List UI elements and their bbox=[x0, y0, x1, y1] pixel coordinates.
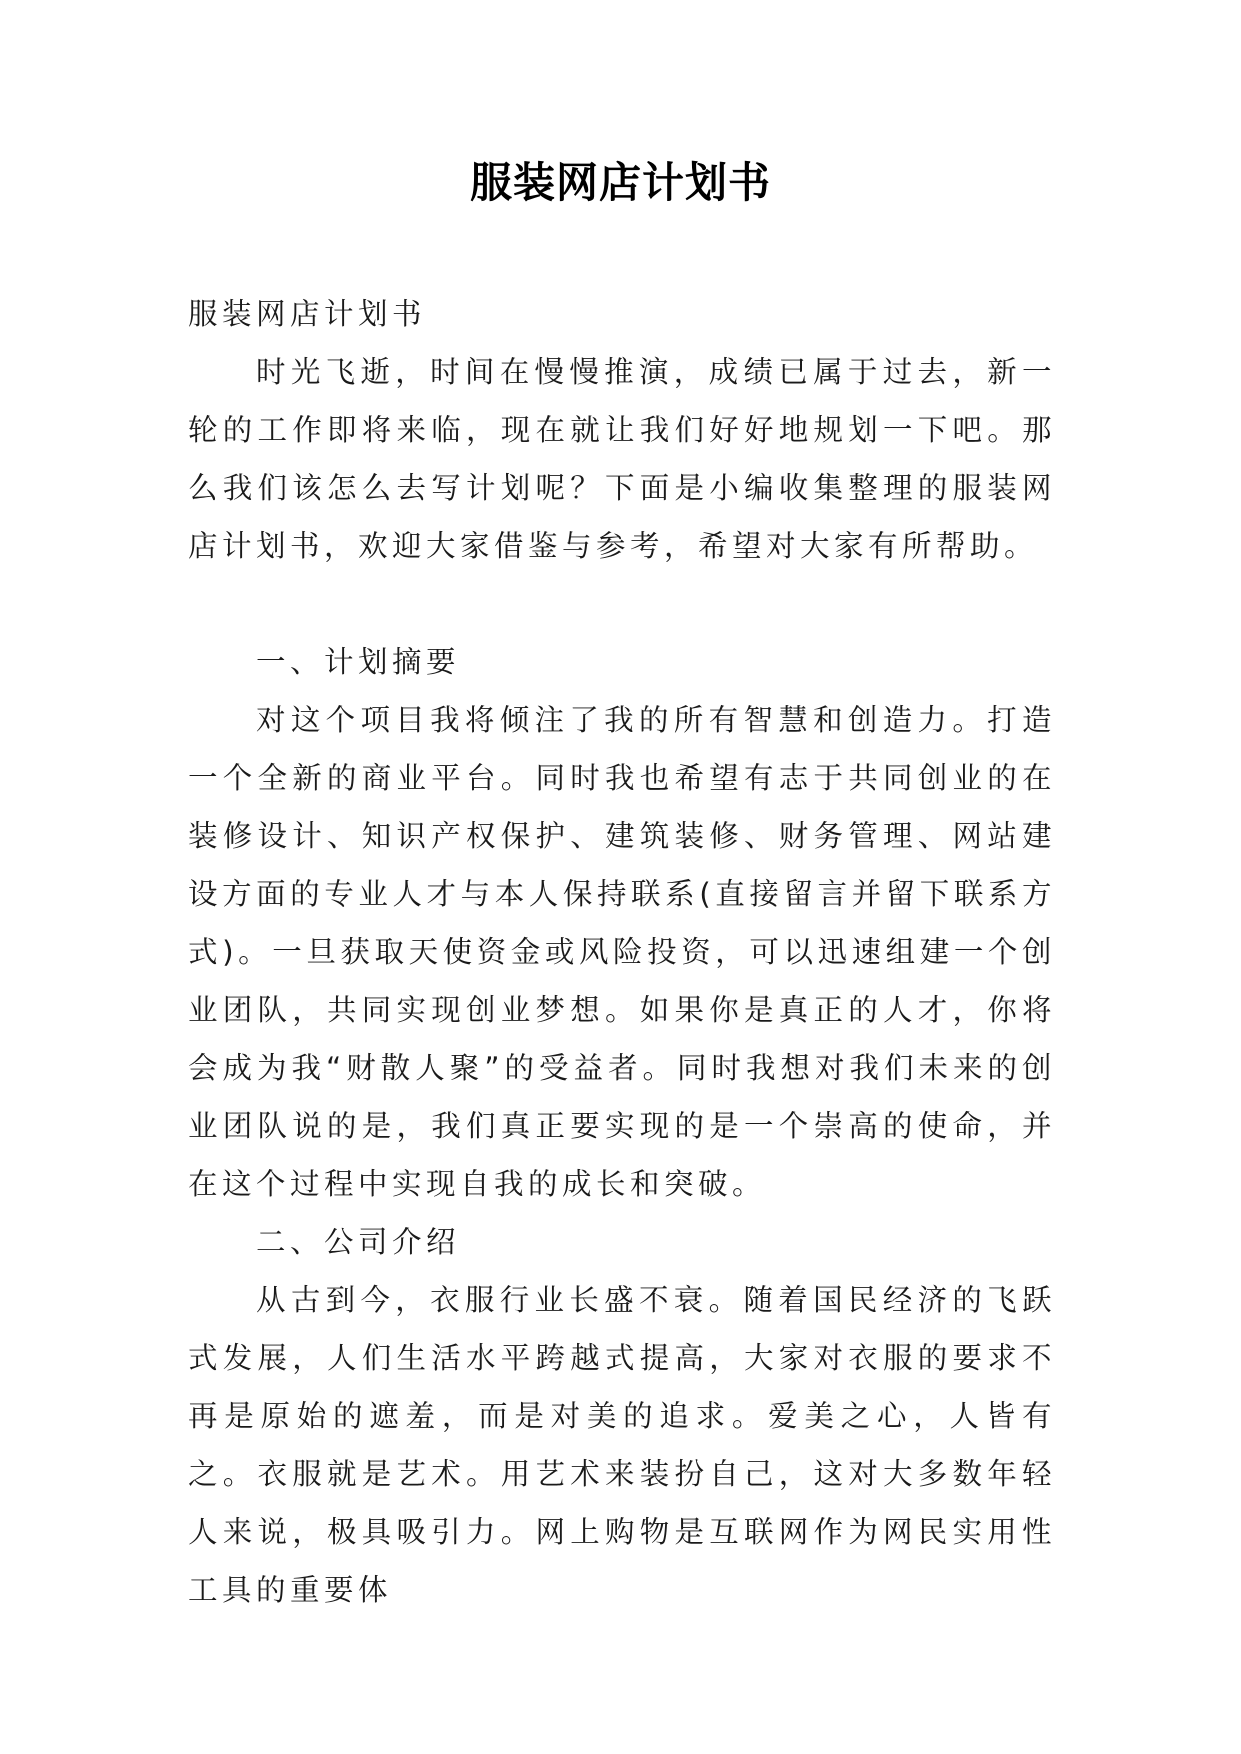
paragraph-spacer bbox=[188, 575, 1056, 633]
document-subtitle: 服装网店计划书 bbox=[188, 297, 427, 331]
section-paragraph-company: 从古到今，衣服行业长盛不衰。随着国民经济的飞跃式发展，人们生活水平跨越式提高，大家对衣服的要求不再是原始的遮羞，而是对美的追求。爱美之心，人皆有之。衣服就是艺术。用艺术来装扮自己，这对大多数年轻人来说，极具吸引力。网上购物是互联网作为网民实用性工具的重要体 bbox=[188, 1283, 1056, 1607]
intro-paragraph: 时光飞逝，时间在慢慢推演，成绩已属于过去，新一轮的工作即将来临，现在就让我们好好地规划一下吧。那么我们该怎么去写计划呢？下面是小编收集整理的服装网店计划书，欢迎大家借鉴与参考，希望对大家有所帮助。 bbox=[188, 355, 1056, 563]
section-heading-company: 二、公司介绍 bbox=[256, 1225, 461, 1259]
section-paragraph-summary: 对这个项目我将倾注了我的所有智慧和创造力。打造一个全新的商业平台。同时我也希望有志于共同创业的在装修设计、知识产权保护、建筑装修、财务管理、网站建设方面的专业人才与本人保持联系(直接留言并留下联系方式)。一旦获取天使资金或风险投资，可以迅速组建一个创业团队，共同实现创业梦想。如果你是真正的人才，你将会成为我“财散人聚”的受益者。同时我想对我们未来的创业团队说的是，我们真正要实现的是一个崇高的使命，并在这个过程中实现自我的成长和突破。 bbox=[188, 703, 1056, 1201]
section-heading-summary: 一、计划摘要 bbox=[256, 645, 461, 679]
document-title: 服装网店计划书 bbox=[469, 158, 771, 207]
document-body bbox=[188, 285, 1056, 1619]
